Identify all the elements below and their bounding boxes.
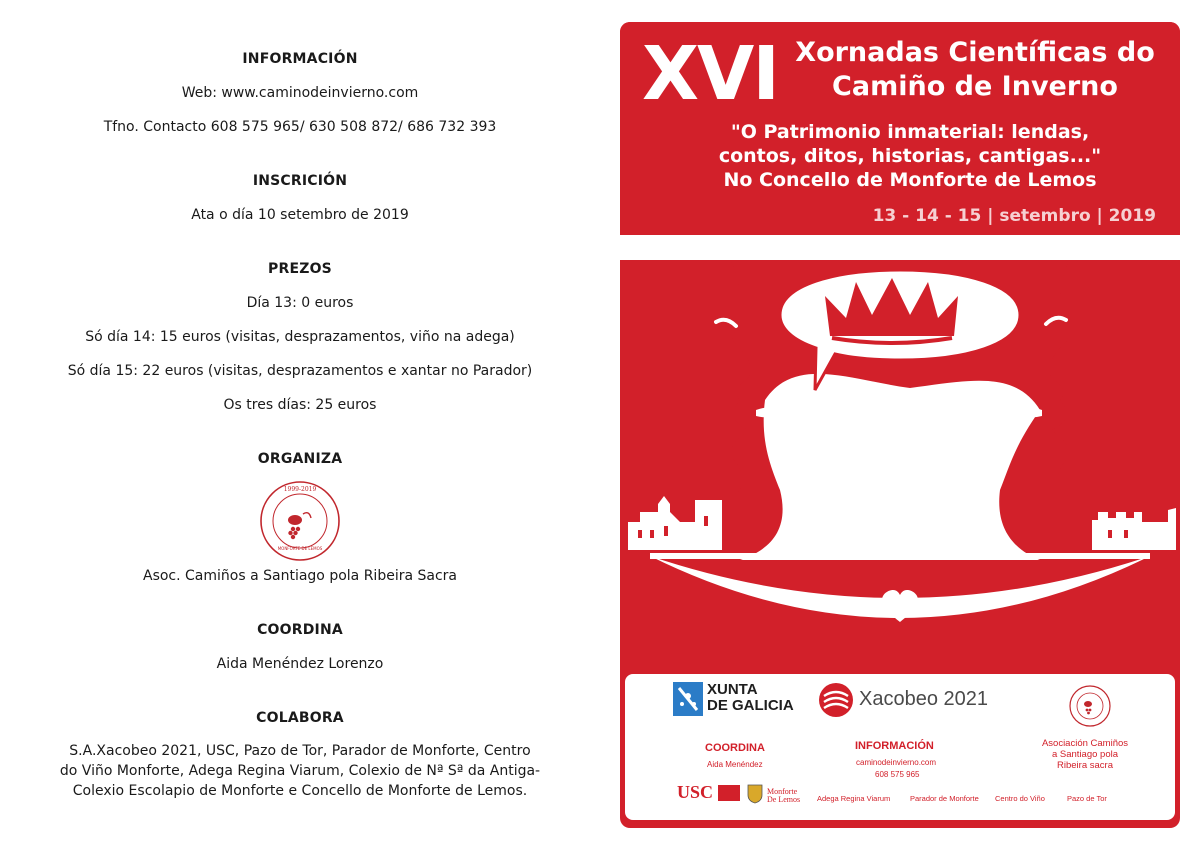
colabora-line: do Viño Monforte, Adega Regina Viarum, Colexio de Nª Sª da Antiga-: [59, 763, 541, 779]
inscricion-text: Ata o día 10 setembro de 2019: [191, 207, 409, 223]
usc-logo: USC: [677, 782, 714, 802]
prezo-item: Os tres días: 25 euros: [223, 397, 377, 413]
sponsors-footer: [625, 674, 1175, 820]
association-seal-small-icon: [1068, 684, 1112, 728]
coordina-heading: COORDINA: [257, 622, 343, 638]
xunta-label-2: DE GALICIA: [707, 697, 794, 714]
footer-asoc-line: Asociación Camiños: [1041, 738, 1129, 749]
usc-mark: [718, 785, 740, 801]
phone-text: Tfno. Contacto 608 575 965/ 630 508 872/ 686 732 393: [103, 119, 497, 135]
monforte-label-line: Monforte: [767, 787, 798, 796]
informacion-heading: INFORMACIÓN: [242, 51, 358, 67]
footer-coordina-name: Aida Menéndez: [707, 760, 763, 769]
monforte-label: [767, 788, 800, 804]
xunta-flag-icon: [673, 682, 703, 716]
svg-text:1999-2019: 1999-2019: [283, 486, 317, 493]
event-dates: 13 - 14 - 15 | setembro | 2019: [872, 206, 1156, 226]
footer-info-phone: 608 575 965: [875, 770, 920, 779]
organiza-heading: ORGANIZA: [257, 451, 343, 467]
web-text: Web: www.caminodeinvierno.com: [181, 85, 419, 101]
xunta-label-1: XUNTA: [707, 681, 758, 698]
partner-text: Parador de Monforte: [910, 794, 979, 803]
footer-asoc-line: Ribeira sacra: [1057, 760, 1113, 771]
flyer-header: [620, 22, 1180, 235]
partner-text: Centro do Viño: [995, 794, 1045, 803]
monforte-label-line: De Lemos: [767, 795, 801, 804]
monforte-shield-icon: [747, 784, 763, 804]
colabora-line: Colexio Escolapio de Monforte e Concello de Monforte de Lemos.: [72, 783, 528, 799]
subtitle-line: "O Patrimonio inmaterial: lendas,: [730, 121, 1090, 143]
event-subtitle: [650, 120, 1170, 192]
partner-text: Pazo de Tor: [1067, 794, 1107, 803]
xacobeo-label: Xacobeo 2021: [859, 688, 989, 710]
edition-number: XVI: [642, 31, 778, 117]
prezos-heading: PREZOS: [268, 261, 332, 277]
coordina-text: Aida Menéndez Lorenzo: [216, 656, 384, 672]
footer-info-label: INFORMACIÓN: [855, 740, 934, 752]
footer-coordina-label: COORDINA: [705, 742, 765, 754]
event-title: [780, 36, 1170, 104]
prezo-item: Día 13: 0 euros: [246, 295, 354, 311]
info-panel: [40, 0, 560, 848]
organiza-text: Asoc. Camiños a Santiago pola Ribeira Sacra: [143, 568, 457, 584]
prezo-item: Só día 14: 15 euros (visitas, desprazamentos, viño na adega): [85, 329, 515, 345]
xacobeo-shell-icon: [818, 682, 854, 718]
partner-text: Adega Regina Viarum: [817, 794, 891, 803]
association-seal-logo: [253, 480, 347, 562]
footer-asoc-text: [1020, 738, 1150, 771]
colabora-heading: COLABORA: [256, 710, 344, 726]
svg-text:MONFORTE DE LEMOS: MONFORTE DE LEMOS: [277, 546, 323, 551]
colabora-line: S.A.Xacobeo 2021, USC, Pazo de Tor, Parador de Monforte, Centro: [69, 743, 531, 759]
inscricion-heading: INSCRICIÓN: [252, 173, 348, 189]
subtitle-line: contos, ditos, historias, cantigas...": [718, 145, 1102, 167]
faces-illustration: [620, 260, 1180, 672]
subtitle-line: No Concello de Monforte de Lemos: [723, 169, 1097, 191]
prezo-item: Só día 15: 22 euros (visitas, desprazamentos e xantar no Parador): [67, 363, 533, 379]
footer-asoc-line: a Santiago pola: [1051, 749, 1119, 760]
event-flyer: [620, 22, 1180, 828]
event-title-line: Camiño de Inverno: [832, 71, 1118, 102]
footer-info-web: caminodeinvierno.com: [856, 758, 937, 767]
event-title-line: Xornadas Científicas do: [795, 37, 1155, 68]
